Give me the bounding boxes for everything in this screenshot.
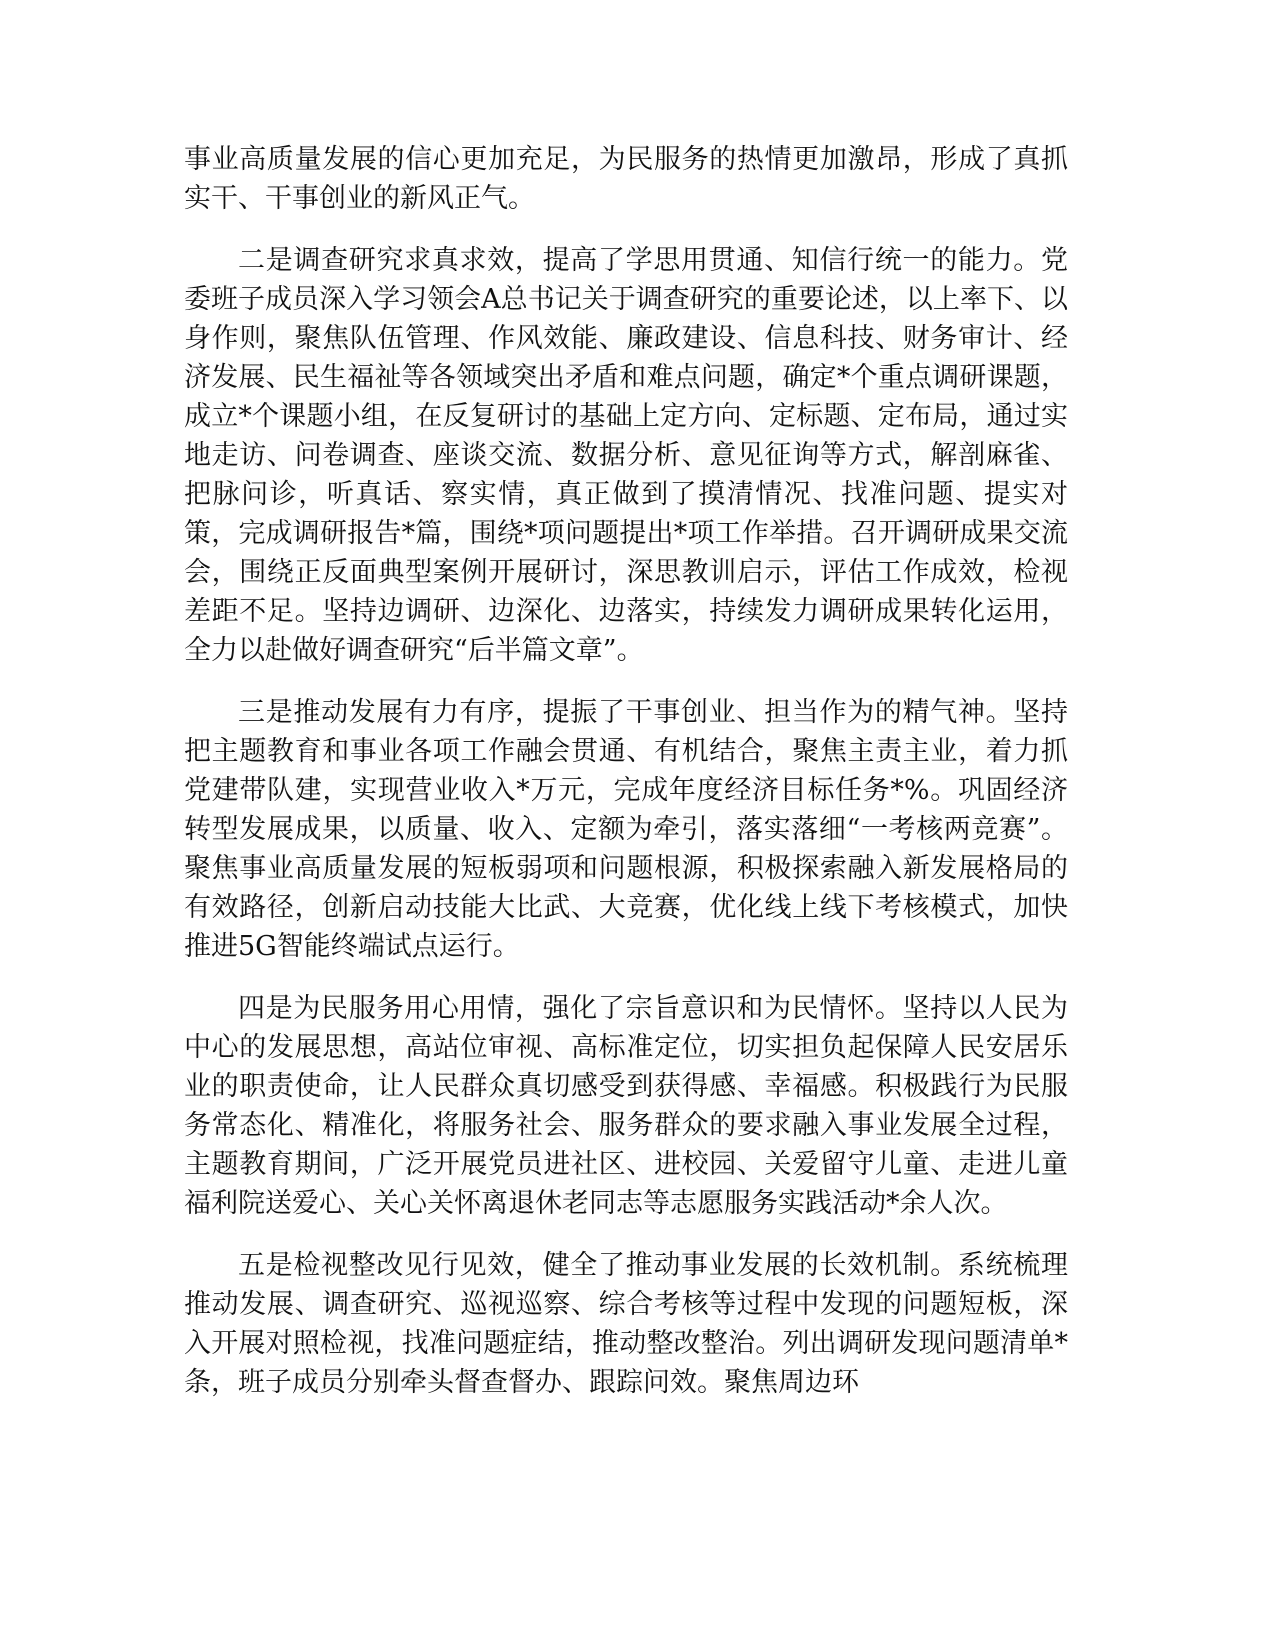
paragraph-1: 事业高质量发展的信心更加充足，为民服务的热情更加激昂，形成了真抓实干、干事创业的新风正气。 [184, 144, 1068, 214]
paragraph-5: 五是检视整改见行见效，健全了推动事业发展的长效机制。系统梳理推动发展、调查研究、巡视巡察、综合考核等过程中发现的问题短板，深入开展对照检视，找准问题症结，推动整改整治。列出调研发现问题清单*条，班子成员分别牵头督查督办、跟踪问效。聚焦周边环 [184, 1250, 1068, 1398]
paragraph-4: 四是为民服务用心用情，强化了宗旨意识和为民情怀。坚持以人民为中心的发展思想，高站位审视、高标准定位，切实担负起保障人民安居乐业的职责使命，让人民群众真切感受到获得感、幸福感。积极践行为民服务常态化、精准化，将服务社会、服务群众的要求融入事业发展全过程，主题教育期间，广泛开展党员进社区、进校园、关爱留守儿童、走进儿童福利院送爱心、关心关怀离退休老同志等志愿服务实践活动*余人次。 [184, 993, 1068, 1219]
document-page [184, 140, 1068, 1425]
paragraph-2: 二是调查研究求真求效，提高了学思用贯通、知信行统一的能力。党委班子成员深入学习领会A总书记关于调查研究的重要论述，以上率下、以身作则，聚焦队伍管理、作风效能、廉政建设、信息科技、财务审计、经济发展、民生福祉等各领域突出矛盾和难点问题，确定*个重点调研课题，成立*个课题小组，在反复研讨的基础上定方向、定标题、定布局，通过实地走访、问卷调查、座谈交流、数据分析、意见征询等方式，解剖麻雀、把脉问诊，听真话、察实情，真正做到了摸清情况、找准问题、提实对策，完成调研报告*篇，围绕*项问题提出*项工作举措。召开调研成果交流会，围绕正反面典型案例开展研讨，深思教训启示，评估工作成效，检视差距不足。坚持边调研、边深化、边落实，持续发力调研成果转化运用，全力以赴做好调查研究“后半篇文章”。 [184, 245, 1068, 666]
paragraph-3: 三是推动发展有力有序，提振了干事创业、担当作为的精气神。坚持把主题教育和事业各项工作融会贯通、有机结合，聚焦主责主业，着力抓党建带队建，实现营业收入*万元，完成年度经济目标任务*%。巩固经济转型发展成果，以质量、收入、定额为牵引，落实落细“一考核两竞赛”。聚焦事业高质量发展的短板弱项和问题根源，积极探索融入新发展格局的有效路径，创新启动技能大比武、大竞赛，优化线上线下考核模式，加快推进5G智能终端试点运行。 [184, 697, 1068, 962]
